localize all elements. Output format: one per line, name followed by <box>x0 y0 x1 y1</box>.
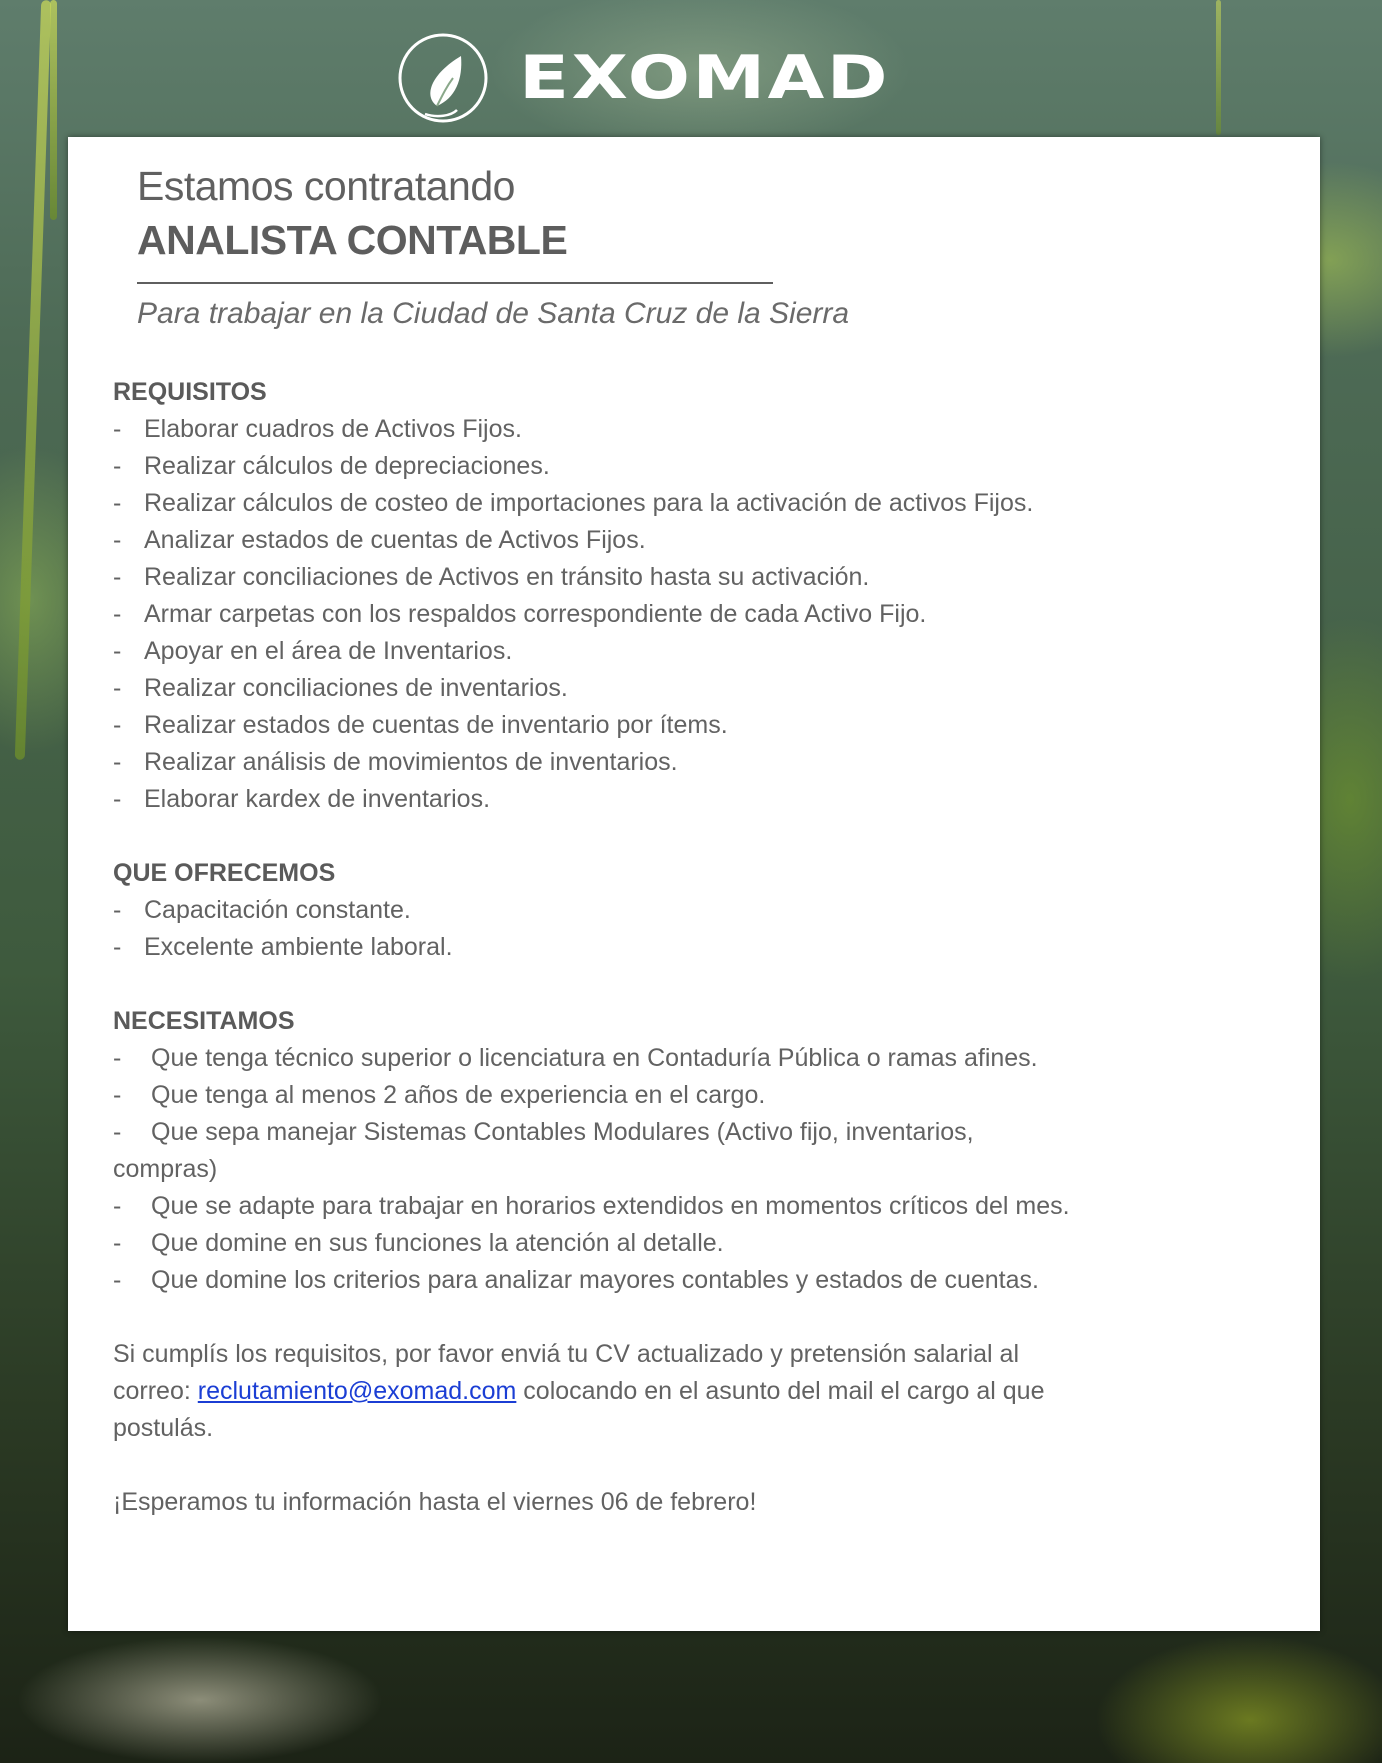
list-item <box>113 633 1293 670</box>
posting-body <box>113 374 1293 1521</box>
spacer <box>113 1299 1293 1336</box>
apply-instructions <box>113 1336 1293 1447</box>
bullet-dash: - <box>113 637 122 665</box>
list-item-text: Realizar cálculos de depreciaciones. <box>144 452 550 480</box>
apply-line-1: Si cumplís los requisitos, por favor enviá tu CV actualizado y pretensión salarial al <box>113 1340 1019 1368</box>
bullet-dash: - <box>113 711 122 739</box>
list-item-text: Realizar cálculos de costeo de importaciones para la activación de activos Fijos. <box>144 489 1034 517</box>
brand-logo <box>397 32 890 124</box>
bullet-dash: - <box>113 452 122 480</box>
list-item-text: Realizar estados de cuentas de inventario por ítems. <box>144 711 728 739</box>
title-divider <box>137 282 773 284</box>
bullet-dash: - <box>113 785 122 813</box>
spacer <box>113 818 1293 855</box>
list-item-text: Que domine en sus funciones la atención al detalle. <box>151 1229 724 1257</box>
list-item <box>113 522 1293 559</box>
list-item <box>113 929 1293 966</box>
list-item <box>113 1114 1293 1151</box>
spacer <box>113 1447 1293 1484</box>
list-item-text: Elaborar cuadros de Activos Fijos. <box>144 415 522 443</box>
bullet-dash: - <box>113 415 122 443</box>
list-item <box>113 411 1293 448</box>
bullet-dash: - <box>113 1229 122 1257</box>
hiring-intro: Estamos contratando <box>137 163 515 209</box>
list-item-text: Capacitación constante. <box>144 896 411 924</box>
list-item <box>113 596 1293 633</box>
list-item <box>113 1262 1293 1299</box>
list-item <box>113 892 1293 929</box>
list-item <box>113 670 1293 707</box>
list-item <box>113 707 1293 744</box>
background-vine-top-right <box>1216 0 1221 135</box>
background-vine-left-2 <box>50 0 57 220</box>
list-item-text: Realizar conciliaciones de Activos en tránsito hasta su activación. <box>144 563 870 591</box>
bullet-dash: - <box>113 933 122 961</box>
section-title-necesitamos: NECESITAMOS <box>113 1007 295 1035</box>
email-link[interactable]: reclutamiento@exomad.com <box>197 1377 517 1405</box>
deadline-text: ¡Esperamos tu información hasta el viernes 06 de febrero! <box>113 1488 757 1516</box>
bullet-dash: - <box>113 1266 122 1294</box>
bullet-dash: - <box>113 748 122 776</box>
list-item-continuation: compras) <box>113 1155 218 1183</box>
bullet-dash: - <box>113 600 122 628</box>
list-item <box>113 1077 1293 1114</box>
list-item <box>113 448 1293 485</box>
leaf-in-circle-icon <box>397 32 489 124</box>
apply-suffix: colocando en el asunto del mail el cargo al que <box>516 1377 1045 1405</box>
list-item-text: Armar carpetas con los respaldos correspondiente de cada Activo Fijo. <box>144 600 927 628</box>
list-item-text: Realizar análisis de movimientos de inventarios. <box>144 748 678 776</box>
bullet-dash: - <box>113 1081 122 1109</box>
list-item-text: Apoyar en el área de Inventarios. <box>144 637 513 665</box>
apply-prefix: correo: <box>113 1377 198 1405</box>
list-item-text: Que sepa manejar Sistemas Contables Modulares (Activo fijo, inventarios, <box>151 1118 974 1146</box>
list-item-text: Que tenga al menos 2 años de experiencia en el cargo. <box>151 1081 766 1109</box>
list-item-text: Excelente ambiente laboral. <box>144 933 453 961</box>
list-item <box>113 1040 1293 1077</box>
list-item-text: Analizar estados de cuentas de Activos Fijos. <box>144 526 646 554</box>
section-title-ofrecemos: QUE OFRECEMOS <box>113 859 336 887</box>
brand-name: EXOMAD <box>519 43 890 113</box>
list-item-text: Realizar conciliaciones de inventarios. <box>144 674 568 702</box>
list-item-text: Que domine los criterios para analizar mayores contables y estados de cuentas. <box>151 1266 1039 1294</box>
bullet-dash: - <box>113 1118 122 1146</box>
job-posting-card <box>68 137 1320 1631</box>
list-item <box>113 1225 1293 1262</box>
bullet-dash: - <box>113 563 122 591</box>
bullet-dash: - <box>113 526 122 554</box>
bullet-dash: - <box>113 1044 122 1072</box>
list-item-text: Que se adapte para trabajar en horarios extendidos en momentos críticos del mes. <box>151 1192 1070 1220</box>
section-title-requisitos: REQUISITOS <box>113 378 267 406</box>
position-title: ANALISTA CONTABLE <box>137 217 568 263</box>
list-item <box>113 781 1293 818</box>
bullet-dash: - <box>113 896 122 924</box>
list-item <box>113 744 1293 781</box>
bullet-dash: - <box>113 674 122 702</box>
apply-line-2 <box>113 1373 1293 1410</box>
background-vine-left <box>15 0 52 760</box>
list-item-text: Que tenga técnico superior o licenciatura en Contaduría Pública o ramas afines. <box>151 1044 1038 1072</box>
apply-line-3: postulás. <box>113 1414 214 1442</box>
list-item <box>113 485 1293 522</box>
spacer <box>113 966 1293 1003</box>
bullet-dash: - <box>113 1192 122 1220</box>
list-item-text: Elaborar kardex de inventarios. <box>144 785 491 813</box>
list-item <box>113 559 1293 596</box>
location-subtitle: Para trabajar en la Ciudad de Santa Cruz de la Sierra <box>137 297 850 330</box>
list-item <box>113 1188 1293 1225</box>
bullet-dash: - <box>113 489 122 517</box>
